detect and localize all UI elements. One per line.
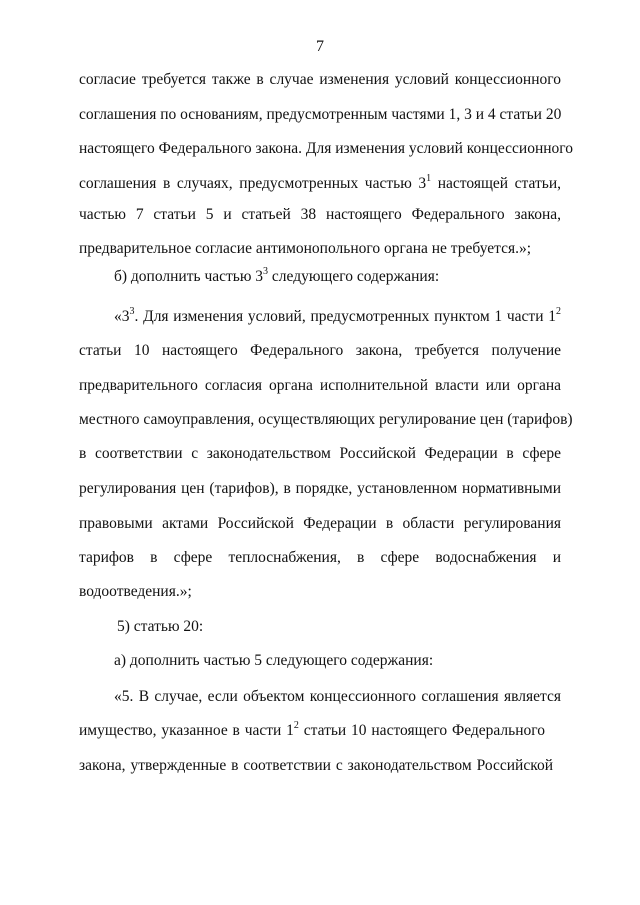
superscript: 2 [293, 720, 299, 731]
superscript: 1 [426, 173, 432, 184]
superscript: 3 [263, 266, 269, 277]
text-run: б) дополнить частью 3 [114, 268, 264, 285]
text-run: «3 [114, 308, 130, 325]
superscript: 2 [556, 306, 561, 317]
text-line: правовыми актами Российской Федерации в области регулирования [79, 515, 561, 532]
text-line: согласие требуется также в случае изменения условий концессионного [79, 71, 561, 88]
text-run: . Для изменения условий, предусмотренных пунктом 1 части 1 [134, 308, 556, 325]
text-line: закона, утвержденные в соответствии с законодательством Российской [79, 757, 553, 774]
text-line: статьи 10 настоящего Федерального закона, требуется получение [79, 342, 561, 359]
text-line: настоящего Федерального закона. Для изменения условий концессионного [79, 140, 574, 157]
text-line: а) дополнить частью 5 следующего содержания: [114, 652, 434, 669]
text-run: имущество, указанное в части 1 [79, 722, 294, 739]
text-line: 5) статью 20: [117, 618, 204, 635]
text-line: тарифов в сфере теплоснабжения, в сфере водоснабжения и [79, 549, 561, 566]
text-line [114, 307, 561, 327]
text-line: предварительного согласия органа исполнительной власти или органа [79, 377, 561, 394]
text-line: частью 7 статьи 5 и статьей 38 настоящего Федерального закона, [79, 206, 561, 223]
text-run: соглашения в случаях, предусмотренных частью 3 [79, 175, 427, 192]
superscript: 3 [129, 306, 135, 317]
text-line: регулирования цен (тарифов), в порядке, установленном нормативными [79, 480, 561, 497]
text-line [114, 267, 561, 287]
text-line: «5. В случае, если объектом концессионного соглашения является [114, 688, 561, 705]
text-line: водоотведения.»; [79, 583, 192, 600]
text-line: предварительное согласие антимонопольного органа не требуется.»; [79, 240, 532, 257]
page-number: 7 [316, 38, 324, 55]
text-line: местного самоуправления, осуществляющих регулирование цен (тарифов) [79, 411, 573, 428]
text-line: в соответствии с законодательством Российской Федерации в сфере [79, 445, 561, 462]
text-line [79, 174, 561, 194]
text-line [79, 721, 545, 741]
text-run: следующего содержания: [268, 268, 440, 285]
text-line: соглашения по основаниям, предусмотренным частями 1, 3 и 4 статьи 20 [79, 106, 562, 123]
text-run: статьи 10 настоящего Федерального [298, 722, 545, 739]
text-run: настоящей статьи, [431, 175, 561, 192]
